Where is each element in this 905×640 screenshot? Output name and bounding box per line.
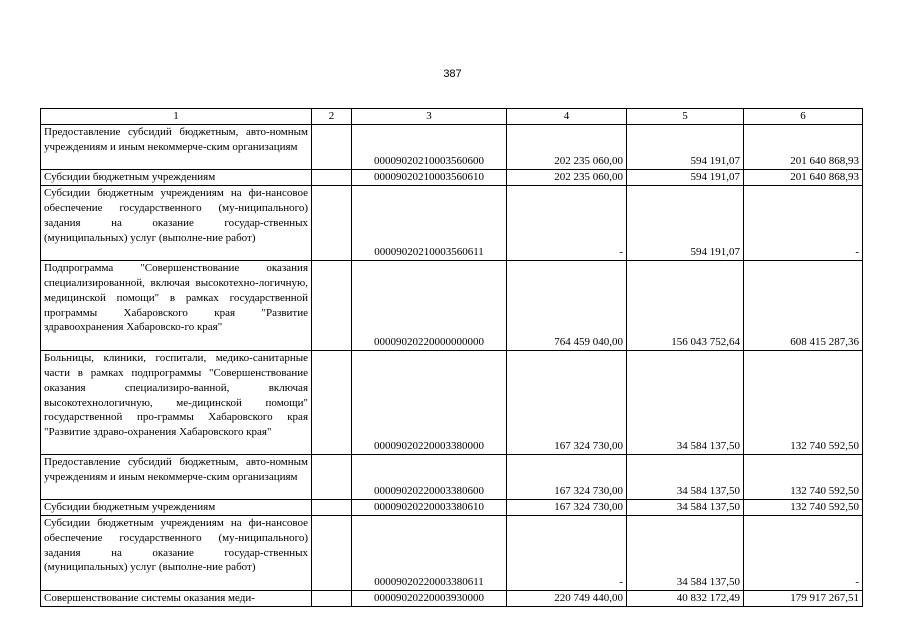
row-col4-cell: 167 324 730,00 bbox=[507, 499, 627, 515]
row-col2-cell bbox=[312, 499, 352, 515]
column-header: 2 bbox=[312, 109, 352, 125]
row-name-cell: Субсидии бюджетным учреждениям на фи-нансовое обеспечение государственного (му-ниципального) задания на оказание государ-ственных (муниципальных) услуг (выполне-ние работ) bbox=[41, 185, 312, 260]
row-code-cell: 00009020220003380000 bbox=[352, 350, 507, 454]
row-code-cell: 00009020220003930000 bbox=[352, 590, 507, 606]
row-code-cell: 00009020220000000000 bbox=[352, 260, 507, 350]
row-col6-cell: 132 740 592,50 bbox=[744, 454, 863, 499]
column-header: 4 bbox=[507, 109, 627, 125]
row-col4-cell: 167 324 730,00 bbox=[507, 350, 627, 454]
row-col5-cell: 594 191,07 bbox=[627, 169, 744, 185]
row-col6-cell: 179 917 267,51 bbox=[744, 590, 863, 606]
row-col2-cell bbox=[312, 169, 352, 185]
table-row bbox=[41, 590, 863, 606]
row-col6-cell: 132 740 592,50 bbox=[744, 350, 863, 454]
row-col2-cell bbox=[312, 454, 352, 499]
row-col6-cell: 201 640 868,93 bbox=[744, 169, 863, 185]
table-row bbox=[41, 454, 863, 499]
row-name-cell: Больницы, клиники, госпитали, медико-санитарные части в рамках подпрограммы "Совершенствование оказания специализиро-ванной, включая высокотехнологичную, ме-дицинской помощи" государственной про-граммы Хабаровского края "Развитие здраво-охранения Хабаровского края" bbox=[41, 350, 312, 454]
row-code-cell: 00009020210003560600 bbox=[352, 124, 507, 169]
row-col5-cell: 156 043 752,64 bbox=[627, 260, 744, 350]
column-header: 6 bbox=[744, 109, 863, 125]
row-col5-cell: 40 832 172,49 bbox=[627, 590, 744, 606]
row-col6-cell: 132 740 592,50 bbox=[744, 499, 863, 515]
row-col4-cell: 202 235 060,00 bbox=[507, 169, 627, 185]
row-col5-cell: 594 191,07 bbox=[627, 185, 744, 260]
row-col2-cell bbox=[312, 515, 352, 590]
column-header: 1 bbox=[41, 109, 312, 125]
budget-table bbox=[40, 108, 863, 607]
row-code-cell: 00009020220003380611 bbox=[352, 515, 507, 590]
table-row bbox=[41, 350, 863, 454]
row-col6-cell: - bbox=[744, 515, 863, 590]
row-name-cell: Субсидии бюджетным учреждениям на фи-нансовое обеспечение государственного (му-ниципального) задания на оказание государ-ственных (муниципальных) услуг (выполне-ние работ) bbox=[41, 515, 312, 590]
row-col4-cell: 220 749 440,00 bbox=[507, 590, 627, 606]
row-col2-cell bbox=[312, 124, 352, 169]
row-col6-cell: 608 415 287,36 bbox=[744, 260, 863, 350]
table-row bbox=[41, 124, 863, 169]
row-col6-cell: - bbox=[744, 185, 863, 260]
row-col4-cell: - bbox=[507, 515, 627, 590]
row-col2-cell bbox=[312, 590, 352, 606]
row-code-cell: 00009020220003380600 bbox=[352, 454, 507, 499]
table-row bbox=[41, 515, 863, 590]
row-col2-cell bbox=[312, 185, 352, 260]
table-row bbox=[41, 260, 863, 350]
row-col4-cell: 202 235 060,00 bbox=[507, 124, 627, 169]
row-col4-cell: 764 459 040,00 bbox=[507, 260, 627, 350]
table-row bbox=[41, 185, 863, 260]
row-col6-cell: 201 640 868,93 bbox=[744, 124, 863, 169]
row-name-cell: Подпрограмма "Совершенствование оказания специализированной, включая высокотехно-логичную, медицинской помощи" в рамках государственной программы Хабаровского края "Развитие здравоохранения Хабаровско-го края" bbox=[41, 260, 312, 350]
column-header: 3 bbox=[352, 109, 507, 125]
row-col2-cell bbox=[312, 260, 352, 350]
row-col5-cell: 594 191,07 bbox=[627, 124, 744, 169]
row-col5-cell: 34 584 137,50 bbox=[627, 350, 744, 454]
row-name-cell: Совершенствование системы оказания меди- bbox=[41, 590, 312, 606]
row-col4-cell: - bbox=[507, 185, 627, 260]
column-header: 5 bbox=[627, 109, 744, 125]
row-name-cell: Субсидии бюджетным учреждениям bbox=[41, 169, 312, 185]
row-code-cell: 00009020210003560610 bbox=[352, 169, 507, 185]
page-number: 387 bbox=[443, 68, 462, 80]
row-col2-cell bbox=[312, 350, 352, 454]
row-col5-cell: 34 584 137,50 bbox=[627, 515, 744, 590]
row-name-cell: Предоставление субсидий бюджетным, авто-номным учреждениям и иным некоммерче-ским организациям bbox=[41, 454, 312, 499]
row-col5-cell: 34 584 137,50 bbox=[627, 499, 744, 515]
row-col4-cell: 167 324 730,00 bbox=[507, 454, 627, 499]
row-col5-cell: 34 584 137,50 bbox=[627, 454, 744, 499]
table-header-row bbox=[41, 109, 863, 125]
row-code-cell: 00009020210003560611 bbox=[352, 185, 507, 260]
row-name-cell: Субсидии бюджетным учреждениям bbox=[41, 499, 312, 515]
row-name-cell: Предоставление субсидий бюджетным, авто-номным учреждениям и иным некоммерче-ским организациям bbox=[41, 124, 312, 169]
table-row bbox=[41, 169, 863, 185]
table-row bbox=[41, 499, 863, 515]
row-code-cell: 00009020220003380610 bbox=[352, 499, 507, 515]
